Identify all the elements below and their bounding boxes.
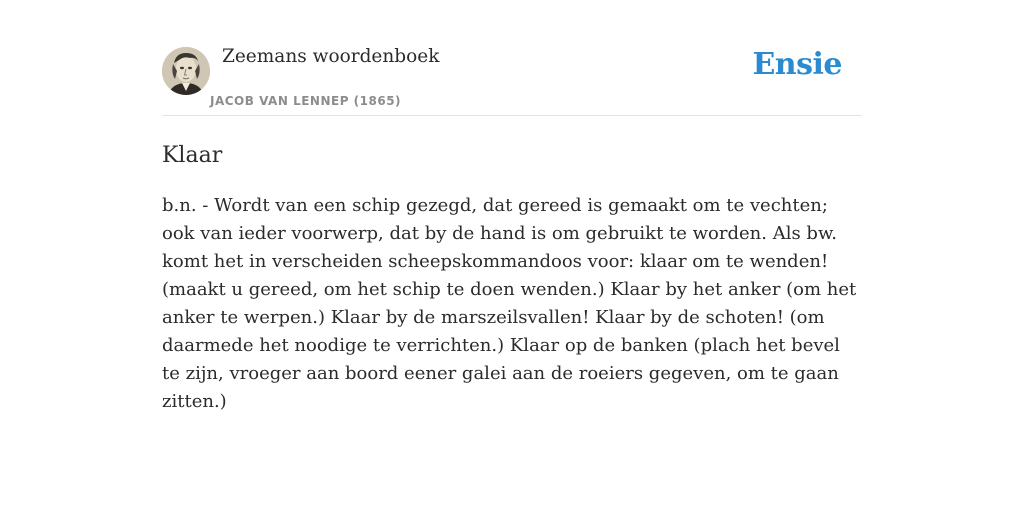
ensie-logo[interactable]: Ensie [752, 47, 842, 82]
source-header [162, 0, 862, 116]
entry-definition: b.n. - Wordt van een schip gezegd, dat gereed is gemaakt om te vechten; ook van ieder voorwerp, dat by de hand is om gebruikt te worden. Als bw. komt het in verscheiden scheepskommandoos voor: klaar om te wenden! (maakt u gereed, om het schip te doen wenden.) Klaar by het anker (om het anker te werpen.) Klaar by de marszeilsvallen! Klaar by de schoten! (om daarmede het noodige te verrichten.) Klaar op de banken (plach het bevel te zijn, vroeger aan boord eener galei aan de roeiers gegeven, om te gaan zitten.) [162, 195, 857, 412]
source-title[interactable]: Zeemans woordenboek [222, 46, 440, 67]
entry-headword: Klaar [162, 143, 223, 168]
source-author: JACOB VAN LENNEP (1865) [210, 94, 402, 108]
author-avatar[interactable] [162, 47, 210, 95]
portrait-icon [162, 47, 210, 95]
page [162, 0, 862, 416]
